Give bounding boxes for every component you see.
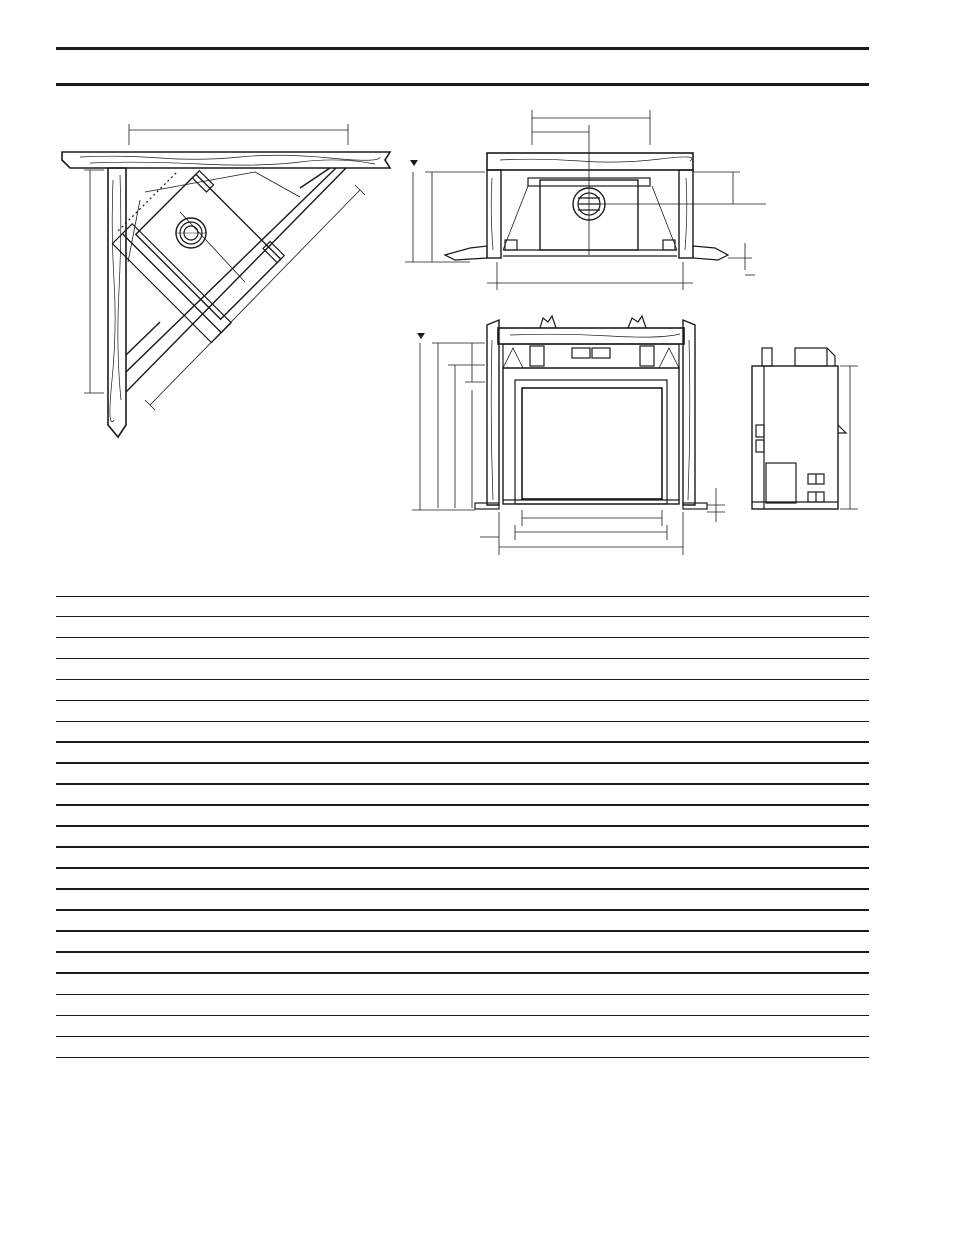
table-row xyxy=(56,1037,869,1058)
table-row xyxy=(56,722,869,743)
installation-drawings xyxy=(0,0,954,590)
table-row xyxy=(56,617,869,638)
table-row xyxy=(56,974,869,995)
top-left-stud xyxy=(487,170,501,258)
table-row xyxy=(56,827,869,848)
level-marker-triangle xyxy=(417,333,425,339)
table-row xyxy=(56,764,869,785)
table-row xyxy=(56,848,869,869)
table-row xyxy=(56,995,869,1016)
side-elevation-view xyxy=(752,348,858,509)
floor-flare-right xyxy=(693,246,728,260)
fireplace-box-plan xyxy=(136,174,281,319)
table-row xyxy=(56,680,869,701)
table-row xyxy=(56,785,869,806)
front-elevation-dimension-lines xyxy=(412,343,725,555)
table-row xyxy=(56,869,869,890)
table-row xyxy=(56,701,869,722)
table-row-rule xyxy=(56,1057,869,1058)
corner-diagonal-framing xyxy=(126,168,346,392)
side-elevation-dimension-lines xyxy=(840,366,858,509)
table-row xyxy=(56,890,869,911)
table-row xyxy=(56,932,869,953)
front-top-view xyxy=(405,110,766,290)
table-row xyxy=(56,743,869,764)
fireplace-glass-opening xyxy=(522,388,662,499)
floor-flare-left xyxy=(445,246,487,260)
front-left-stud xyxy=(487,320,499,505)
table-row xyxy=(56,596,869,617)
wood-grain xyxy=(80,155,380,165)
fireplace-unit-side xyxy=(752,366,838,509)
table-row xyxy=(56,1016,869,1037)
corner-plan-view xyxy=(62,124,390,437)
table-top-rule xyxy=(56,596,869,597)
level-marker-triangle xyxy=(410,160,418,166)
table-row xyxy=(56,638,869,659)
front-elevation-view xyxy=(412,316,725,555)
front-header-beam xyxy=(498,328,684,344)
table-row xyxy=(56,659,869,680)
table-row xyxy=(56,953,869,974)
table-row xyxy=(56,806,869,827)
top-view-dimension-lines xyxy=(405,110,766,290)
wood-grain xyxy=(110,175,121,422)
table-row xyxy=(56,911,869,932)
